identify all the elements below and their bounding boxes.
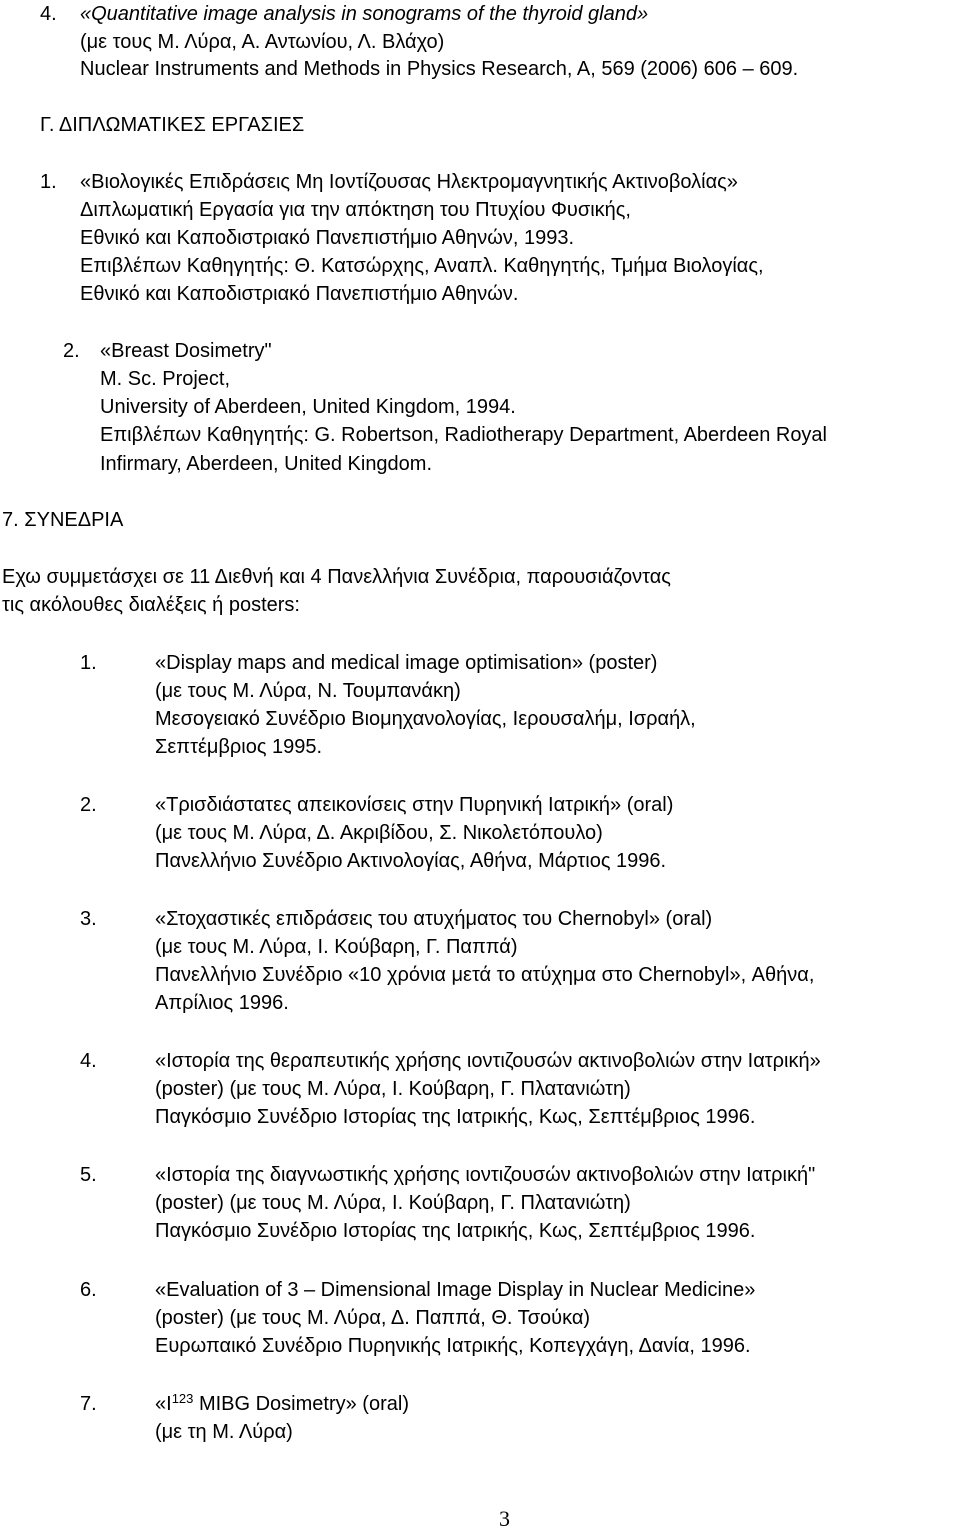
thesis1-number: 1. bbox=[40, 171, 57, 193]
pub4-title: «Quantitative image analysis in sonograms of the thyroid gland» bbox=[80, 3, 649, 25]
conference-line: Πανελλήνιο Συνέδριο «10 χρόνια μετά το ατύχημα στο Chernobyl», Αθήνα, bbox=[155, 964, 815, 986]
thesis2-line: Επιβλέπων Καθηγητής: G. Robertson, Radiotherapy Department, Aberdeen Royal bbox=[100, 424, 828, 446]
conference-line: Παγκόσμιο Συνέδριο Ιστορίας της Ιατρικής, Κως, Σεπτέμβριος 1996. bbox=[155, 1220, 756, 1242]
conference-line: Απρίλιος 1996. bbox=[155, 992, 289, 1014]
conference-number: 3. bbox=[80, 908, 97, 930]
thesis2-number: 2. bbox=[63, 340, 80, 362]
conference-number: 4. bbox=[80, 1050, 97, 1072]
section-g-heading: Γ. ΔΙΠΛΩΜΑΤΙΚΕΣ ΕΡΓΑΣΙΕΣ bbox=[40, 114, 305, 136]
section7-intro: τις ακόλουθες διαλέξεις ή posters: bbox=[2, 594, 300, 616]
conference-title-pre: «I bbox=[155, 1393, 172, 1415]
thesis1-line: Εθνικό και Καποδιστριακό Πανεπιστήμιο Αθηνών, 1993. bbox=[80, 227, 575, 249]
section7-heading: 7. ΣΥΝΕΔΡΙΑ bbox=[2, 509, 124, 531]
conference-number: 2. bbox=[80, 794, 97, 816]
conference-line: Παγκόσμιο Συνέδριο Ιστορίας της Ιατρικής, Κως, Σεπτέμβριος 1996. bbox=[155, 1106, 756, 1128]
conference-line: «Display maps and medical image optimisation» (poster) bbox=[155, 652, 658, 674]
pub4-authors: (με τους Μ. Λύρα, Α. Αντωνίου, Λ. Βλάχο) bbox=[80, 31, 445, 53]
conference-number: 7. bbox=[80, 1393, 97, 1415]
conference-line: «Στοχαστικές επιδράσεις του ατυχήματος του Chernobyl» (oral) bbox=[155, 908, 713, 930]
conference-line: (με τους Μ. Λύρα, Ι. Κούβαρη, Γ. Παππά) bbox=[155, 936, 518, 958]
thesis2-line: «Breast Dosimetry" bbox=[100, 340, 272, 362]
thesis1-line: Επιβλέπων Καθηγητής: Θ. Κατσώρχης, Αναπλ. Καθηγητής, Τμήμα Βιολογίας, bbox=[80, 255, 764, 277]
conference-line: Μεσογειακό Συνέδριο Βιομηχανολογίας, Ιερουσαλήμ, Ισραήλ, bbox=[155, 708, 696, 730]
conference-line: «Ιστορία της θεραπευτικής χρήσης ιοντιζουσών ακτινοβολιών στην Ιατρική» bbox=[155, 1050, 821, 1072]
thesis2-line: University of Aberdeen, United Kingdom, 1994. bbox=[100, 396, 516, 418]
conference-number: 5. bbox=[80, 1164, 97, 1186]
thesis1-line: «Βιολογικές Επιδράσεις Μη Ιοντίζουσας Ηλεκτρομαγνητικής Ακτινοβολίας» bbox=[80, 171, 738, 193]
conference-line: (με τη Μ. Λύρα) bbox=[155, 1421, 293, 1443]
conference-line: (poster) (με τους Μ. Λύρα, Ι. Κούβαρη, Γ. Πλατανιώτη) bbox=[155, 1192, 631, 1214]
conference-line: «Ιστορία της διαγνωστικής χρήσης ιοντιζουσών ακτινοβολιών στην Ιατρική" bbox=[155, 1164, 816, 1186]
conference-line: «Τρισδιάστατες απεικονίσεις στην Πυρηνική Ιατρική» (oral) bbox=[155, 794, 674, 816]
thesis1-line: Εθνικό και Καποδιστριακό Πανεπιστήμιο Αθηνών. bbox=[80, 283, 519, 305]
conference-title-superscript: 123 bbox=[171, 1391, 194, 1406]
thesis2-line: M. Sc. Project, bbox=[100, 368, 231, 390]
conference-line: (poster) (με τους Μ. Λύρα, Ι. Κούβαρη, Γ. Πλατανιώτη) bbox=[155, 1078, 631, 1100]
pub4-number: 4. bbox=[40, 3, 57, 25]
conference-title bbox=[155, 1392, 409, 1416]
conference-line: (με τους Μ. Λύρα, Ν. Τουμπανάκη) bbox=[155, 680, 461, 702]
section7-intro: Εχω συμμετάσχει σε 11 Διεθνή και 4 Πανελλήνια Συνέδρια, παρουσιάζοντας bbox=[2, 566, 671, 588]
conference-line: Πανελλήνιο Συνέδριο Ακτινολογίας, Αθήνα, Μάρτιος 1996. bbox=[155, 850, 667, 872]
conference-number: 1. bbox=[80, 652, 97, 674]
conference-line: Σεπτέμβριος 1995. bbox=[155, 736, 323, 758]
conference-title-post: MIBG Dosimetry» (oral) bbox=[193, 1393, 409, 1415]
thesis2-line: Infirmary, Aberdeen, United Kingdom. bbox=[100, 453, 433, 475]
conference-number: 6. bbox=[80, 1279, 97, 1301]
thesis1-line: Διπλωματική Εργασία για την απόκτηση του Πτυχίου Φυσικής, bbox=[80, 199, 631, 221]
pub4-journal: Nuclear Instruments and Methods in Physics Research, A, 569 (2006) 606 – 609. bbox=[80, 58, 799, 80]
conference-line: (με τους Μ. Λύρα, Δ. Ακριβίδου, Σ. Νικολετόπουλο) bbox=[155, 822, 603, 844]
conference-line: (poster) (με τους Μ. Λύρα, Δ. Παππά, Θ. Τσούκα) bbox=[155, 1307, 591, 1329]
conference-line: «Evaluation of 3 – Dimensional Image Display in Nuclear Medicine» bbox=[155, 1279, 756, 1301]
page-number: 3 bbox=[499, 1506, 510, 1531]
conference-line: Ευρωπαικό Συνέδριο Πυρηνικής Ιατρικής, Κοπεγχάγη, Δανία, 1996. bbox=[155, 1335, 751, 1357]
